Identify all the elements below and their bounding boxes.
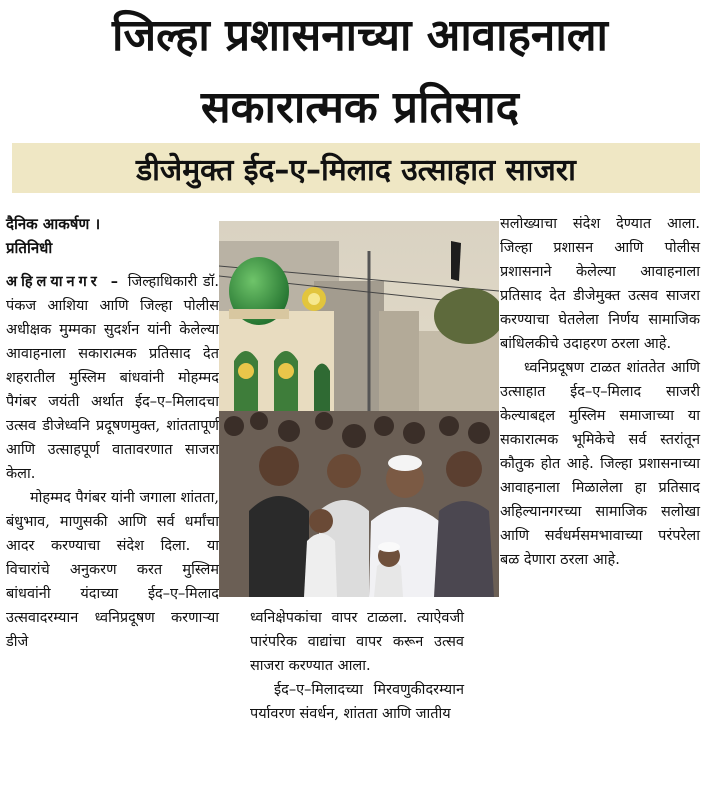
article-paragraph-3: ध्वनिक्षेपकांचा वापर टाळला. त्याऐवजी पारंपरिक वाद्यांचा वापर करून उत्सव साजरा करण्यात आला. [250, 610, 464, 674]
article-paragraph-4: ईद–ए–मिलादच्या मिरवणुकीदरम्यान पर्यावरण संवर्धन, शांतता आणि जातीय [250, 682, 464, 722]
subheadline-banner [12, 143, 700, 193]
article-photo [219, 221, 499, 597]
headline-line-2: सकारात्मक प्रतिसाद [200, 82, 520, 133]
article-column-left [6, 212, 219, 654]
article-paragraph-1: जिल्हाधिकारी डॉ. पंकज आशिया आणि जिल्हा पोलीस अधीक्षक मुम्मका सुदर्शन यांनी केलेल्या आवाहनाला सकारात्मक प्रतिसाद देत शहरातील मुस्लिम बांधवांनी मोहम्मद पैगंबर जयंती अर्थात ईद–ए–मिलादचा उत्सव डीजेध्वनि प्रदूषणमुक्त, शांततापूर्ण आणि उत्साहपूर्ण वातावरणात साजरा केला. [6, 274, 220, 482]
byline-source: दैनिक आकर्षण । [6, 215, 101, 233]
subheadline: डीजेमुक्त ईद–ए–मिलाद उत्साहात साजरा [136, 152, 576, 188]
article-paragraph-5: सलोख्याचा संदेश देण्यात आला. जिल्हा प्रशासन आणि पोलीस प्रशासनाने केलेल्या आवाहनाला प्रतिसाद देत डीजेमुक्त उत्सव साजरा करण्याचा घेतलेला निर्णय सामाजिक बांधिलकीचे उदाहरण ठरला आहे. [500, 216, 700, 352]
article-paragraph-2: मोहम्मद पैगंबर यांनी जगाला शांतता, बंधुभाव, माणुसकी आणि सर्व धर्मांचा आदर करण्याचा संदेश दिला. या विचारांचे अनुकरण करत मुस्लिम बांधवांनी यंदाच्या ईद–ए–मिलाद उत्सवादरम्यान ध्वनिप्रदूषण करणाऱ्या डीजे [6, 490, 219, 650]
article-column-middle [250, 606, 464, 726]
article-column-right [500, 212, 700, 572]
headline-line-1: जिल्हा प्रशासनाच्या आवाहनाला [112, 10, 608, 61]
article-paragraph-6: ध्वनिप्रदूषण टाळत शांततेत आणि उत्साहात ईद–ए–मिलाद साजरी केल्याबद्दल मुस्लिम समाजाच्या या सकारात्मक भूमिकेचे सर्व स्तरांतून कौतुक होत आहे. जिल्हा प्रशासनाच्या आवाहनाला मिळालेला हा प्रतिसाद अहिल्यानगरच्या सामाजिक सलोखा आणि सर्वधर्मसमभावाच्या परंपरेला बळ देणारा ठरला आहे. [500, 360, 700, 568]
byline-reporter: प्रतिनिधी [6, 239, 53, 257]
dateline: अहिलयानगर – [6, 274, 123, 290]
